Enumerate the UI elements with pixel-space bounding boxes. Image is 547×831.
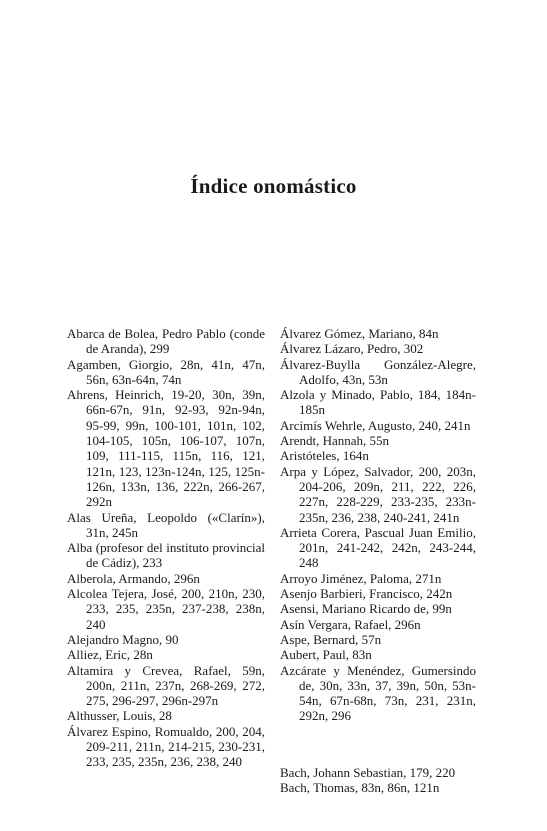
index-entry: Álvarez Lázaro, Pedro, 302 bbox=[280, 341, 424, 357]
index-entry: Althusser, Louis, 28 bbox=[67, 708, 172, 724]
index-entry: Arrieta Corera, Pascual Juan Emilio, 201n, 241-242, 242n, 243-244, 248 bbox=[280, 524, 476, 571]
index-column-right bbox=[280, 326, 476, 796]
index-entry: Azcárate y Menéndez, Gumersindo de, 30n, 33n, 37, 39n, 50n, 53n-54n, 67n-68n, 73n, 231, 231n, 292n, 296 bbox=[280, 662, 476, 724]
index-entry: Alberola, Armando, 296n bbox=[67, 570, 200, 586]
index-entry: Ahrens, Heinrich, 19-20, 30n, 39n, 66n-67n, 91n, 92-93, 92n-94n, 95-99, 99n, 100-101, 101n, 102, 104-105, 105n, 106-107, 107n, 109, 111-115, 115n, 116, 121, 121n, 123, 123n-124n, 125, 125n-126n, 133n, 136, 222n, 266-267, 292n bbox=[67, 387, 265, 510]
index-entry: Alas Ureña, Leopoldo («Clarín»), 31n, 245n bbox=[67, 509, 265, 540]
index-entry: Agamben, Giorgio, 28n, 41n, 47n, 56n, 63n-64n, 74n bbox=[67, 356, 265, 387]
index-entry: Arendt, Hannah, 55n bbox=[280, 433, 390, 449]
index-entry: Aristóteles, 164n bbox=[280, 448, 369, 464]
index-entry: Álvarez-Buylla González-Alegre, Adolfo, 43n, 53n bbox=[280, 356, 476, 387]
index-entry: Alba (profesor del instituto provincial de Cádiz), 233 bbox=[67, 540, 265, 571]
index-entry: Aubert, Paul, 83n bbox=[280, 647, 372, 663]
index-entry: Asensi, Mariano Ricardo de, 99n bbox=[280, 601, 452, 617]
index-entry: Arpa y López, Salvador, 200, 203n, 204-206, 209n, 211, 222, 226, 227n, 228-229, 233-235, 233n-235n, 236, 238, 240-241, 241n bbox=[280, 463, 476, 525]
index-entry: Arcimís Wehrle, Augusto, 240, 241n bbox=[280, 417, 471, 433]
index-column-left bbox=[67, 326, 265, 770]
index-entry: Asenjo Barbieri, Francisco, 242n bbox=[280, 586, 453, 602]
index-entry: Arroyo Jiménez, Paloma, 271n bbox=[280, 570, 442, 586]
index-entry: Alzola y Minado, Pablo, 184, 184n-185n bbox=[280, 387, 476, 418]
index-entry: Alcolea Tejera, José, 200, 210n, 230, 233, 235, 235n, 237-238, 238n, 240 bbox=[67, 586, 265, 632]
index-entry: Bach, Johann Sebastian, 179, 220 bbox=[280, 765, 456, 781]
index-entry: Asín Vergara, Rafael, 296n bbox=[280, 616, 421, 632]
index-entry: Aspe, Bernard, 57n bbox=[280, 631, 382, 647]
index-entry: Altamira y Crevea, Rafael, 59n, 200n, 211n, 237n, 268-269, 272, 275, 296-297, 296n-297n bbox=[67, 662, 265, 709]
index-entry: Álvarez Gómez, Mariano, 84n bbox=[280, 326, 439, 341]
index-entry: Álvarez Espino, Romualdo, 200, 204, 209-211, 211n, 214-215, 230-231, 233, 235, 235n, 236, 238, 240 bbox=[67, 723, 265, 770]
index-entry: Alejandro Magno, 90 bbox=[67, 631, 179, 647]
index-entry: Abarca de Bolea, Pedro Pablo (conde de Aranda), 299 bbox=[67, 326, 265, 357]
index-entry: Bach, Thomas, 83n, 86n, 121n bbox=[280, 780, 440, 796]
page-title: Índice onomástico bbox=[190, 174, 357, 198]
index-section-gap bbox=[280, 737, 476, 752]
index-entry: Alliez, Eric, 28n bbox=[67, 647, 153, 663]
